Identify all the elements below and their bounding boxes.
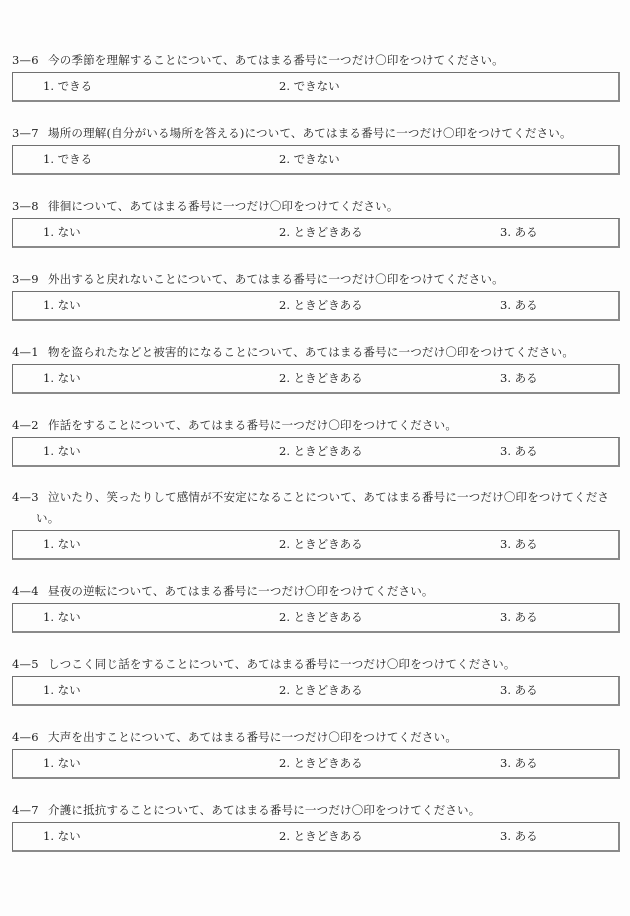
answer-box	[12, 437, 620, 467]
answer-box	[12, 145, 620, 175]
question-text	[12, 487, 620, 508]
question-label: 大声を出すことについて、あてはまる番号に一つだけ〇印をつけてください。	[48, 730, 458, 744]
question-4-1	[12, 342, 620, 385]
option-3[interactable]: 3. ある	[500, 371, 538, 385]
answer-box	[12, 749, 620, 779]
answer-box	[12, 218, 620, 248]
question-text	[12, 196, 620, 217]
question-text	[12, 50, 620, 71]
question-label: 介護に抵抗することについて、あてはまる番号に一つだけ〇印をつけてください。	[48, 803, 481, 817]
option-1[interactable]: 1. ない	[43, 756, 81, 770]
question-text	[12, 269, 620, 290]
question-label: 場所の理解(自分がいる場所を答える)について、あてはまる番号に一つだけ〇印をつけてください。	[48, 126, 572, 140]
question-label: 作話をすることについて、あてはまる番号に一つだけ〇印をつけてください。	[48, 418, 458, 432]
question-4-3	[12, 487, 620, 551]
option-1[interactable]: 1. ない	[43, 537, 81, 551]
question-4-5	[12, 654, 620, 697]
option-1[interactable]: 1. ない	[43, 298, 81, 312]
option-1[interactable]: 1. ない	[43, 610, 81, 624]
option-3[interactable]: 3. ある	[500, 298, 538, 312]
question-text	[12, 654, 620, 675]
option-3[interactable]: 3. ある	[500, 537, 538, 551]
question-number: 3—8	[12, 199, 39, 213]
question-number: 3—9	[12, 272, 39, 286]
question-label: しつこく同じ話をすることについて、あてはまる番号に一つだけ〇印をつけてください。	[48, 657, 516, 671]
question-4-6	[12, 727, 620, 770]
question-3-6	[12, 50, 620, 93]
option-2[interactable]: 2. ときどきある	[279, 756, 363, 770]
option-1[interactable]: 1. できる	[43, 152, 93, 166]
option-1[interactable]: 1. ない	[43, 225, 81, 239]
option-3[interactable]: 3. ある	[500, 225, 538, 239]
question-label: 外出すると戻れないことについて、あてはまる番号に一つだけ〇印をつけてください。	[48, 272, 504, 286]
question-4-4	[12, 581, 620, 624]
answer-box	[12, 364, 620, 394]
question-number: 4—5	[12, 657, 39, 671]
option-1[interactable]: 1. ない	[43, 829, 81, 843]
option-2[interactable]: 2. ときどきある	[279, 371, 363, 385]
answer-box	[12, 530, 620, 560]
option-3[interactable]: 3. ある	[500, 444, 538, 458]
option-3[interactable]: 3. ある	[500, 610, 538, 624]
option-1[interactable]: 1. できる	[43, 79, 93, 93]
question-number: 3—6	[12, 53, 39, 67]
question-number: 4—4	[12, 584, 39, 598]
question-text	[12, 415, 620, 436]
question-number: 4—6	[12, 730, 39, 744]
question-number: 3—7	[12, 126, 39, 140]
question-text	[12, 727, 620, 748]
option-2[interactable]: 2. ときどきある	[279, 225, 363, 239]
option-2[interactable]: 2. ときどきある	[279, 444, 363, 458]
option-2[interactable]: 2. ときどきある	[279, 683, 363, 697]
question-number: 4—7	[12, 803, 39, 817]
answer-box	[12, 72, 620, 102]
question-text	[12, 581, 620, 602]
option-2[interactable]: 2. ときどきある	[279, 829, 363, 843]
option-3[interactable]: 3. ある	[500, 829, 538, 843]
answer-box	[12, 603, 620, 633]
answer-box	[12, 291, 620, 321]
answer-box	[12, 822, 620, 852]
question-label: 今の季節を理解することについて、あてはまる番号に一つだけ〇印をつけてください。	[48, 53, 504, 67]
question-number: 4—3	[12, 490, 39, 504]
question-number: 4—1	[12, 345, 39, 359]
option-2[interactable]: 2. ときどきある	[279, 298, 363, 312]
question-label: 泣いたり、笑ったりして感情が不安定になることについて、あてはまる番号に一つだけ〇印をつけてくださ	[48, 490, 610, 504]
option-1[interactable]: 1. ない	[43, 683, 81, 697]
question-4-7	[12, 800, 620, 843]
option-3[interactable]: 3. ある	[500, 756, 538, 770]
question-number: 4—2	[12, 418, 39, 432]
option-2[interactable]: 2. できない	[279, 79, 340, 93]
option-2[interactable]: 2. できない	[279, 152, 340, 166]
option-1[interactable]: 1. ない	[43, 371, 81, 385]
option-3[interactable]: 3. ある	[500, 683, 538, 697]
question-label: 昼夜の逆転について、あてはまる番号に一つだけ〇印をつけてください。	[48, 584, 434, 598]
question-4-2	[12, 415, 620, 458]
option-1[interactable]: 1. ない	[43, 444, 81, 458]
question-text	[12, 800, 620, 821]
option-2[interactable]: 2. ときどきある	[279, 610, 363, 624]
question-label: 徘徊について、あてはまる番号に一つだけ〇印をつけてください。	[48, 199, 399, 213]
question-text	[12, 123, 620, 144]
question-3-7	[12, 123, 620, 166]
question-3-9	[12, 269, 620, 312]
question-label: 物を盗られたなどと被害的になることについて、あてはまる番号に一つだけ〇印をつけてください。	[48, 345, 575, 359]
answer-box	[12, 676, 620, 706]
question-3-8	[12, 196, 620, 239]
option-2[interactable]: 2. ときどきある	[279, 537, 363, 551]
question-text	[12, 342, 620, 363]
question-text-continued: い。	[36, 511, 60, 525]
